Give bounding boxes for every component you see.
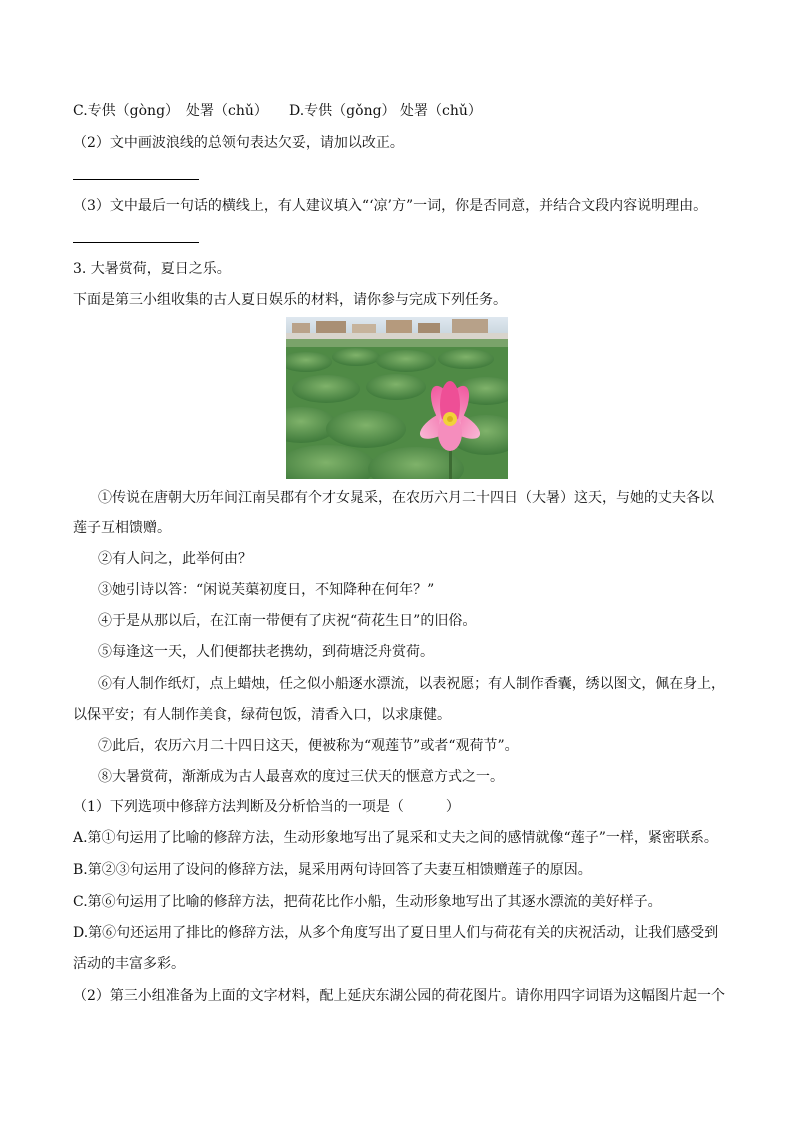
subquestion-1-option-b: B.第②③句运用了设问的修辞方法，晁采用两句诗回答了夫妻互相馈赠莲子的原因。 xyxy=(73,862,592,878)
paragraph-3: ③她引诗以答：“闲说芙蕖初度日，不知降种在何年？” xyxy=(98,582,435,598)
subquestion-1-option-d: D.第⑥句还运用了排比的修辞方法，从多个角度写出了夏日里人们与荷花有关的庆祝活动，让我们感受到 xyxy=(73,925,719,941)
question-3: （3）文中最后一句话的横线上，有人建议填入“‘凉’方”一词，你是否同意，并结合文段内容说明理由。 xyxy=(73,198,708,214)
paragraph-4: ④于是从那以后，在江南一带便有了庆祝“荷花生日”的旧俗。 xyxy=(98,613,477,629)
subquestion-1-option-c: C.第⑥句运用了比喻的修辞方法，把荷花比作小船，生动形象地写出了其逐水漂流的美好样子。 xyxy=(73,894,662,910)
paragraph-1-cont: 莲子互相馈赠。 xyxy=(73,520,171,536)
answer-line-q2 xyxy=(73,179,199,180)
paragraph-7: ⑦此后，农历六月二十四日这天，便被称为“观莲节”或者“观荷节”。 xyxy=(98,738,519,754)
option-d-label: D.专供（gǒng） xyxy=(289,103,396,119)
subquestion-1: （1）下列选项中修辞方法判断及分析恰当的一项是（ ） xyxy=(73,799,460,815)
option-c-second xyxy=(186,101,268,121)
paragraph-8: ⑧大暑赏荷，渐渐成为古人最喜欢的度过三伏天的惬意方式之一。 xyxy=(98,769,504,785)
subquestion-1-option-a: A.第①句运用了比喻的修辞方法，生动形象地写出了晁采和丈夫之间的感情就像“莲子”一样，紧密联系。 xyxy=(73,830,718,846)
lotus-photo xyxy=(286,317,508,479)
paragraph-5: ⑤每逢这一天，人们便都扶老携幼，到荷塘泛舟赏荷。 xyxy=(98,644,434,660)
subquestion-2: （2）第三小组准备为上面的文字材料，配上延庆东湖公园的荷花图片。请你用四字词语为这幅图片起一个 xyxy=(73,988,725,1004)
answer-line-q3 xyxy=(73,242,199,243)
paragraph-1: ①传说在唐朝大历年间江南吴郡有个才女晁采，在农历六月二十四日（大暑）这天，与她的丈夫各以 xyxy=(98,490,714,506)
option-c-second-label: 处署（chǔ） xyxy=(186,103,268,119)
paragraph-2: ②有人问之，此举何由？ xyxy=(98,551,252,567)
option-c-label: C.专供（gòng） xyxy=(73,103,180,119)
option-d-second-label: 处署（chǔ） xyxy=(400,103,482,119)
paragraph-6: ⑥有人制作纸灯，点上蜡烛，任之似小船逐水漂流，以表祝愿；有人制作香囊，绣以图文，佩在身上， xyxy=(98,676,725,692)
subquestion-1-option-d-cont: 活动的丰富多彩。 xyxy=(73,956,185,972)
option-d xyxy=(289,101,396,121)
question-2: （2）文中画波浪线的总领句表达欠妥，请加以改正。 xyxy=(73,135,404,151)
option-d-second xyxy=(400,101,482,121)
section-heading: 3. 大暑赏荷，夏日之乐。 xyxy=(73,261,231,277)
option-c xyxy=(73,101,179,121)
paragraph-6-cont: 以保平安；有人制作美食，绿荷包饭，清香入口，以求康健。 xyxy=(73,707,451,723)
section-intro: 下面是第三小组收集的古人夏日娱乐的材料，请你参与完成下列任务。 xyxy=(73,292,507,308)
